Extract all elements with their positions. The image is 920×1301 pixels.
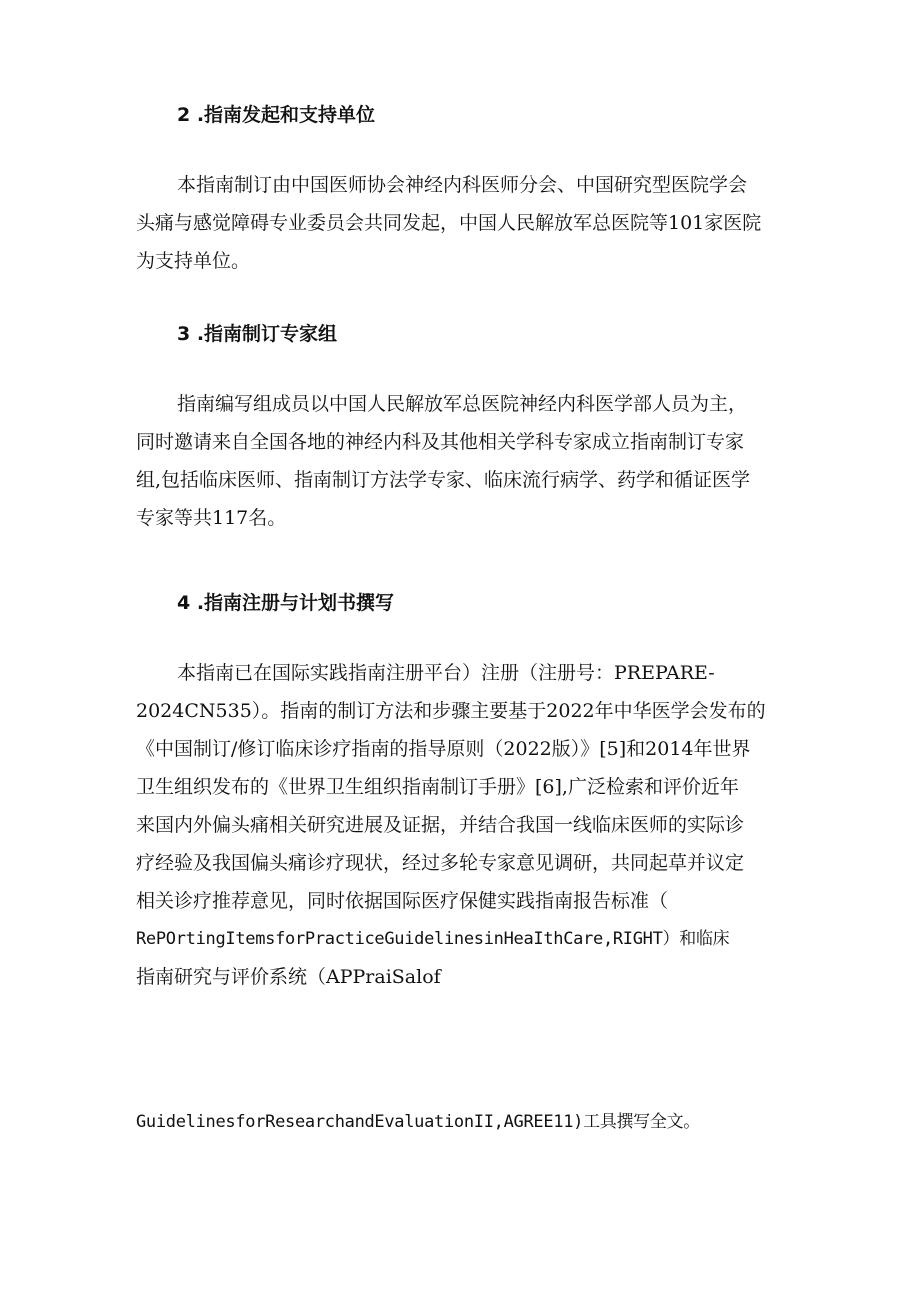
paragraph-line: GuidelinesforResearchandEvaluationII,AGREE11)工具撰写全文。 [136,1112,700,1132]
paragraph-line: 2024CN535）。指南的制订方法和步骤主要基于2022年中华医学会发布的 [136,700,766,722]
section-2-paragraph [136,166,796,280]
paragraph-line: 本指南已在国际实践指南注册平台）注册（注册号：PREPARE- [177,662,715,684]
paragraph-line: 组,包括临床医师、指南制订方法学专家、临床流行病学、药学和循证医学 [136,469,751,491]
paragraph-line: 卫生组织发布的《世界卫生组织指南制订手册》[6],广泛检索和评价近年 [136,776,739,798]
paragraph-line: 指南编写组成员以中国人民解放军总医院神经内科医学部人员为主， [177,393,748,415]
paragraph-line: 本指南制订由中国医师协会神经内科医师分会、中国研究型医院学会 [177,174,748,196]
paragraph-line: 头痛与感觉障碍专业委员会共同发起，中国人民解放军总医院等101家医院 [136,212,762,234]
section-4-paragraph [136,654,796,996]
section-3-heading: 3 .指南制订专家组 [177,323,338,345]
section-4-heading: 4 .指南注册与计划书撰写 [177,592,395,614]
section-3-paragraph [136,385,796,537]
paragraph-line: 《中国制订/修订临床诊疗指南的指导原则（2022版）》[5]和2014年世界 [136,738,751,760]
paragraph-line: 相关诊疗推荐意见，同时依据国际医疗保健实践指南报告标准（ [136,890,669,912]
paragraph-line: 为支持单位。 [136,250,251,272]
paragraph-line: 专家等共117名。 [136,507,287,529]
section-4-final-line [136,1103,796,1141]
paragraph-line: 指南研究与评价系统（APPraiSalof [136,966,441,988]
section-2-heading: 2 .指南发起和支持单位 [177,104,376,126]
paragraph-line: 同时邀请来自全国各地的神经内科及其他相关学科专家成立指南制订专家 [136,431,745,453]
paragraph-line: 疗经验及我国偏头痛诊疗现状，经过多轮专家意见调研，共同起草并议定 [136,852,745,874]
paragraph-line: RePOrtingItemsforPracticeGuidelinesinHeaIthCare,RIGHT）和临床 [136,929,730,949]
paragraph-line: 来国内外偏头痛相关研究进展及证据，并结合我国一线临床医师的实际诊 [136,814,745,836]
